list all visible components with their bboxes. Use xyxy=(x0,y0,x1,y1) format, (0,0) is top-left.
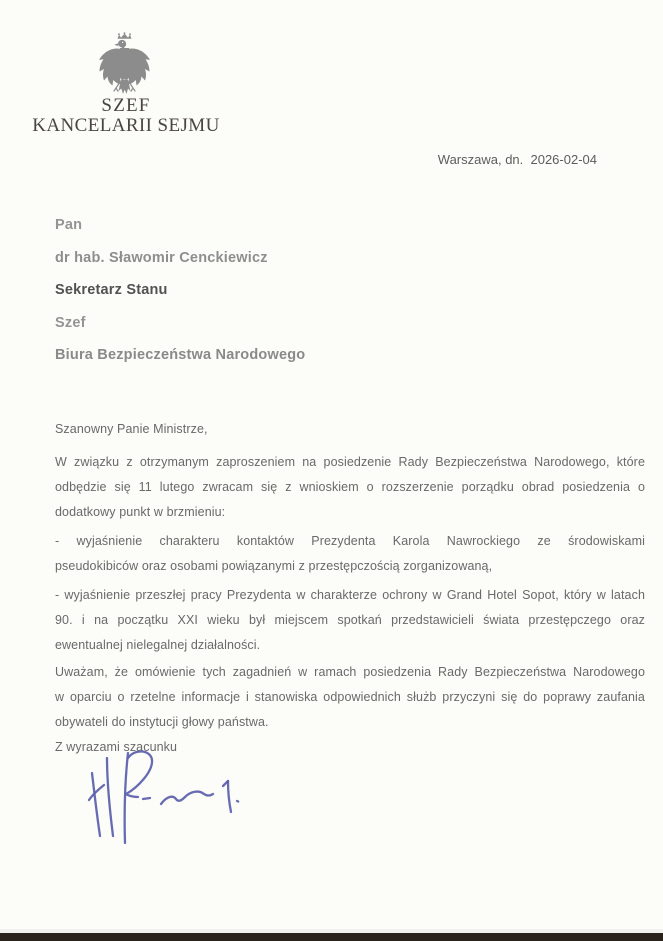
closing-phrase: Z wyrazami szacunku xyxy=(55,740,178,754)
paragraph-line: W związku z otrzymanym zaproszeniem na posiedzenie Rady Bezpieczeństwa Narodowego, które xyxy=(55,455,645,469)
letterhead-title xyxy=(18,96,234,136)
paragraph-line: - wyjaśnienie charakteru kontaktów Prezydenta Karola Nawrockiego ze środowiskami xyxy=(55,534,645,548)
recipient-line-name: dr hab. Sławomir Cenckiewicz xyxy=(55,249,268,266)
paragraph-line: - wyjaśnienie przeszłej pracy Prezydenta w charakterze ochrony w Grand Hotel Sopot, który w latach xyxy=(55,588,645,602)
salutation: Szanowny Panie Ministrze, xyxy=(55,422,208,436)
paragraph-line: obywateli do instytucji głowy państwa. xyxy=(55,715,269,729)
letter-body xyxy=(55,417,645,760)
paragraph-line: 90. i na początku XXI wieku był miejscem spotkań przedstawicieli świata przestępczego oraz xyxy=(55,613,645,627)
recipient-line-office: Biura Bezpieczeństwa Narodowego xyxy=(55,347,306,363)
paragraph-line: pseudokibiców oraz osobami powiązanymi z przestępczością zorganizowaną, xyxy=(55,559,493,573)
polish-eagle-emblem xyxy=(96,32,153,96)
scan-bottom-edge xyxy=(0,933,663,941)
paragraph-line: ewentualnej nielegalnej działalności. xyxy=(55,638,261,652)
recipient-line-role: Szef xyxy=(55,314,86,331)
paragraph-line: dodatkowy punkt w brzmieniu: xyxy=(55,505,226,519)
handwritten-signature xyxy=(85,750,245,855)
dateline: Warszawa, dn. 2026-02-04 xyxy=(437,152,597,167)
paragraph-3 xyxy=(55,583,645,658)
paragraph-4 xyxy=(55,660,645,735)
recipient-block xyxy=(55,218,305,381)
letterhead-title-line2: KANCELARII SEJMU xyxy=(32,115,220,136)
recipient-line-pan: Pan xyxy=(55,217,83,233)
paragraph-line: w oparciu o rzetelne informacje i stanowiska odpowiednich służb przyczyni się do poprawy zaufania xyxy=(55,690,645,704)
paragraph-line: odbędzie się 11 lutego zwracam się z wnioskiem o rozszerzenie porządku obrad posiedzenia o xyxy=(55,480,645,494)
recipient-line-title: Sekretarz Stanu xyxy=(55,282,168,298)
paragraph-2 xyxy=(55,529,645,579)
paragraph-1 xyxy=(55,450,645,525)
paragraph-line: Uważam, że omówienie tych zagadnień w ramach posiedzenia Rady Bezpieczeństwa Narodowego xyxy=(55,665,645,679)
letterhead-title-line1: SZEF xyxy=(101,95,151,116)
